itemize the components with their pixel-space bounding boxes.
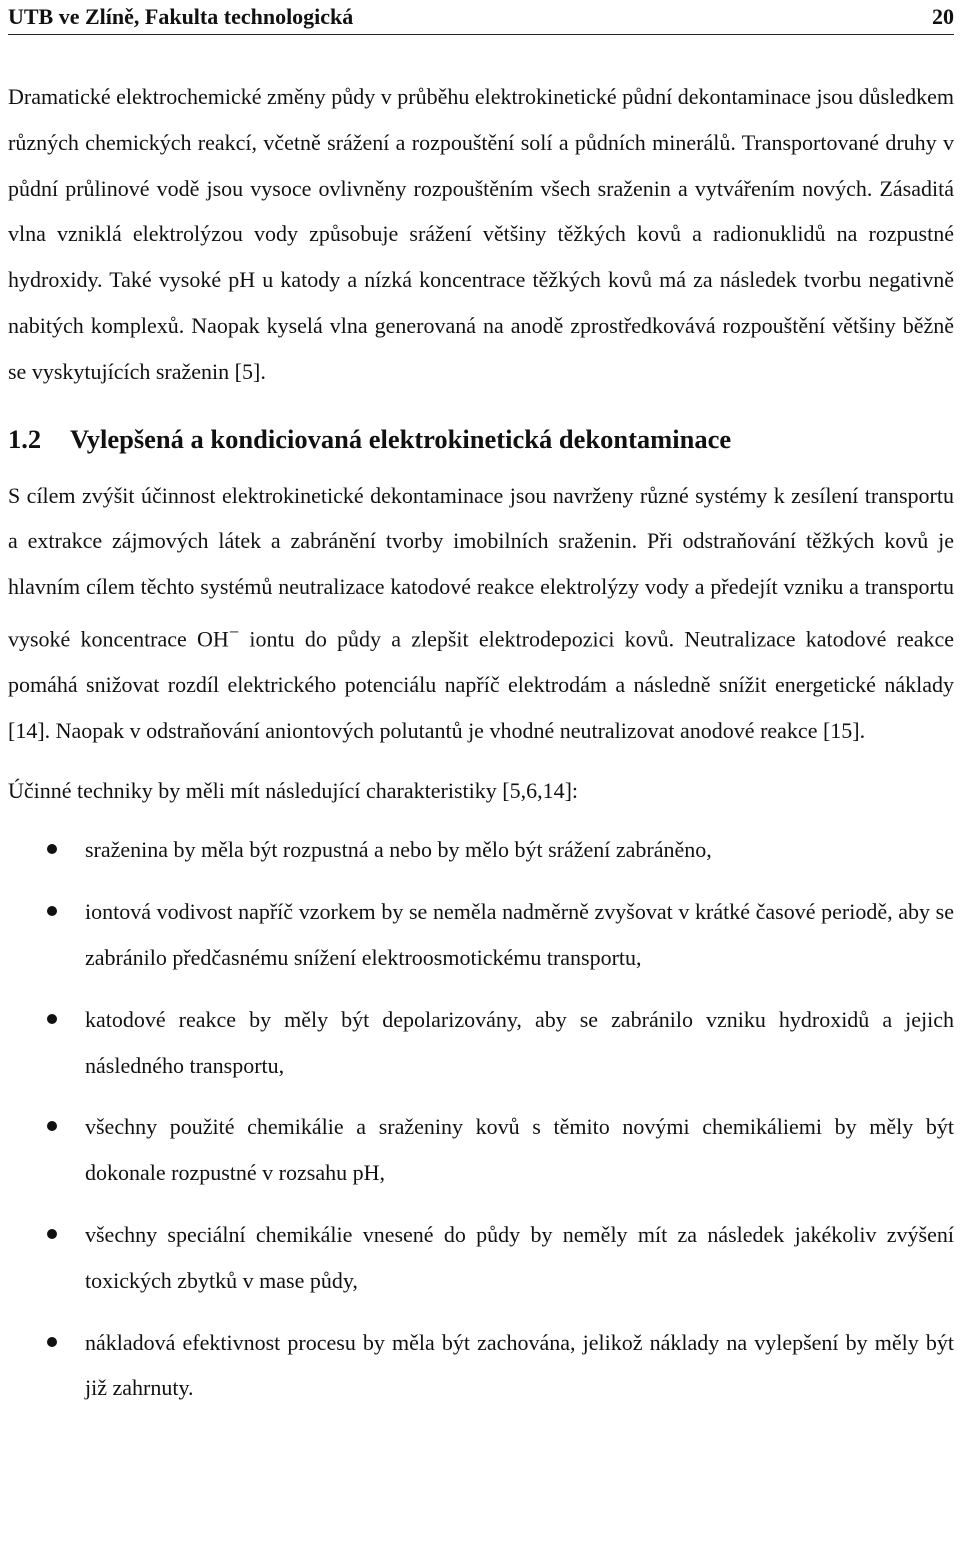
characteristics-list bbox=[8, 827, 954, 1411]
list-item bbox=[8, 827, 954, 873]
list-item bbox=[8, 1212, 954, 1304]
section-heading bbox=[8, 419, 954, 459]
hydroxide-formula: OH bbox=[197, 626, 229, 652]
page-number: 20 bbox=[932, 4, 954, 29]
bullet-icon bbox=[47, 844, 57, 854]
paragraph-text-part: iontu do půdy a zlepšit elektrodepozici kovů. Neutralizace katodové reakce pomáhá snižovat rozdíl elektrického potenciálu napříč elektrodám a následně snížit energetické náklady [14]. Naopak v odstraňování aniontových polutantů je vhodné neutralizovat anodové reakce [15]. bbox=[8, 626, 954, 743]
list-item bbox=[8, 997, 954, 1089]
list-item-text: nákladová efektivnost procesu by měla být zachována, jelikož náklady na vylepšení by měly být již zahrnuty. bbox=[85, 1329, 954, 1401]
list-item bbox=[8, 1104, 954, 1196]
page-header bbox=[8, 0, 954, 35]
list-item-text: všechny speciální chemikálie vnesené do půdy by neměly mít za následek jakékoliv zvýšení toxických zbytků v mase půdy, bbox=[85, 1222, 954, 1293]
lead-sentence: Účinné techniky by měli mít následující charakteristiky [5,6,14]: bbox=[8, 777, 579, 803]
paragraph-text-part: S cílem zvýšit účinnost elektrokinetické dekontaminace jsou navrženy různé systémy k zesílení transportu a extrakce zájmových látek a zabránění tvorby imobilních sraženin. Při odstraňování těžkých kovů je hlavním cílem těchto systémů neutralizace katodové reakce elektrolýzy vody a předejít vzniku a transportu vysoké koncentrace bbox=[8, 482, 954, 652]
hydroxide-charge: − bbox=[228, 621, 240, 642]
bullet-icon bbox=[47, 906, 57, 916]
section-number: 1.2 bbox=[8, 423, 42, 454]
section-title: Vylepšená a kondiciovaná elektrokinetická dekontaminace bbox=[70, 423, 732, 454]
header-title: UTB ve Zlíně, Fakulta technologická bbox=[8, 4, 354, 29]
bullet-icon bbox=[47, 1229, 57, 1239]
bullet-icon bbox=[47, 1337, 57, 1347]
bullet-icon bbox=[47, 1121, 57, 1131]
list-item bbox=[8, 889, 954, 981]
list-item-text: všechny použité chemikálie a sraženiny kovů s těmito novými chemikáliemi by měly být dokonale rozpustné v rozsahu pH, bbox=[85, 1114, 954, 1186]
paragraph-electrochemical-changes: Dramatické elektrochemické změny půdy v průběhu elektrokinetické půdní dekontaminace jsou důsledkem různých chemických reakcí, včetně srážení a rozpouštění solí a půdních minerálů. Transportované druhy v půdní průlinové vodě jsou vysoce ovlivněny rozpouštěním všech sraženin a vytvářením nových. Zásaditá vlna vzniklá elektrolýzou vody způsobuje srážení většiny těžkých kovů a radionuklidů na rozpustné hydroxidy. Také vysoké pH u katody a nízká koncentrace těžkých kovů má za následek tvorbu negativně nabitých komplexů. Naopak kyselá vlna generovaná na anodě zprostředkovává rozpouštění většiny běžně se vyskytujících sraženin [5]. bbox=[8, 84, 954, 384]
list-item-text: iontová vodivost napříč vzorkem by se neměla nadměrně zvyšovat v krátké časové periodě, aby se zabránilo předčasnému snížení elektroosmotickému transportu, bbox=[85, 899, 954, 971]
list-item bbox=[8, 1320, 954, 1412]
list-item-text: katodové reakce by měly být depolarizovány, aby se zabránilo vzniku hydroxidů a jejich následného transportu, bbox=[85, 1006, 954, 1078]
bullet-icon bbox=[47, 1014, 57, 1024]
page-content bbox=[8, 74, 954, 1427]
list-item-text: sraženina by měla být rozpustná a nebo by mělo být srážení zabráněno, bbox=[85, 837, 712, 863]
paragraph-enhanced-decontamination bbox=[8, 473, 954, 754]
